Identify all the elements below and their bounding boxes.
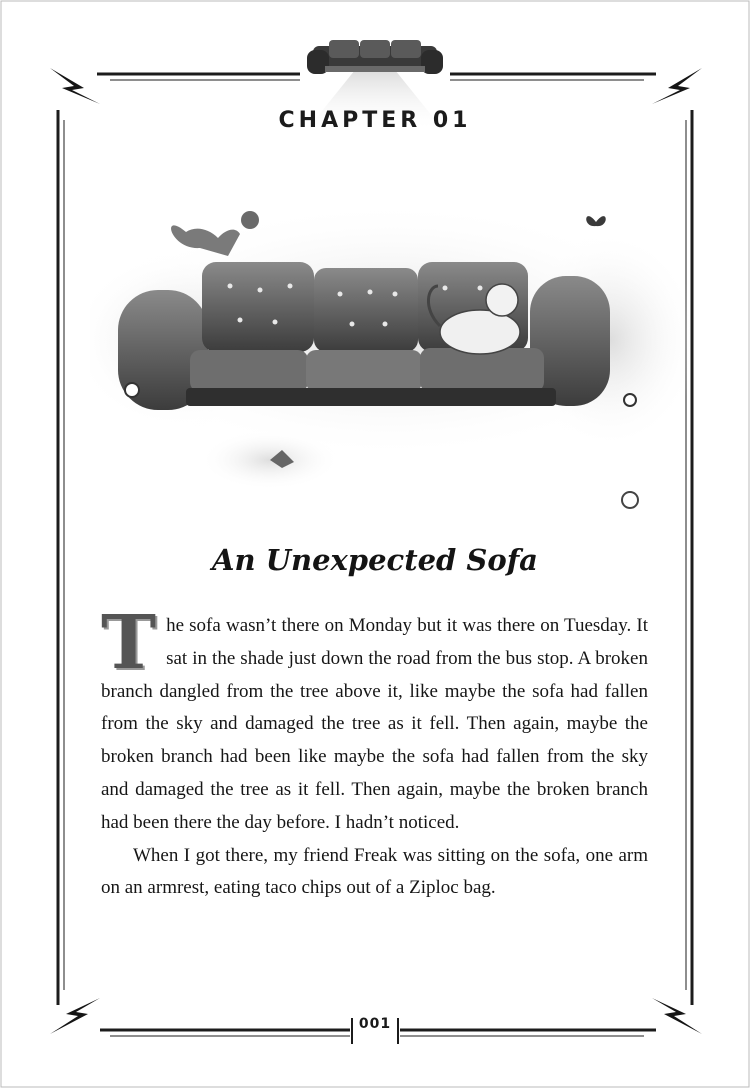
paragraph-1: he sofa wasn’t there on Monday but it was there on Tuesday. It sat in the shade just down the road from the bus stop. A broken branch dangled from the tree above it, like maybe the sofa had fallen from the sky and damaged the tree as it fell. Then again, maybe the broken branch had been like maybe the sofa had fallen from the sky and damaged the tree as it fell. Then again, maybe the broken branch had been there the day before. I hadn’t noticed. [101, 615, 648, 833]
lightning-bolt-top-right-icon [648, 66, 704, 106]
sofa-illustration [90, 190, 690, 530]
drop-cap: T [101, 600, 157, 686]
butterfly-icon [586, 216, 606, 226]
page-number: 001 [358, 1016, 392, 1032]
chapter-heading: CHAPTER 01 [278, 108, 472, 133]
lightning-bolt-bottom-left-icon [48, 996, 104, 1036]
lightning-bolt-top-left-icon [48, 66, 104, 106]
story-title: An Unexpected Sofa [212, 543, 538, 577]
paragraph-2: When I got there, my friend Freak was sitting on the sofa, one arm on an armrest, eating taco chips out of a Ziploc bag. [101, 844, 648, 899]
lightning-bolt-bottom-right-icon [648, 996, 704, 1036]
story-body [101, 600, 648, 905]
